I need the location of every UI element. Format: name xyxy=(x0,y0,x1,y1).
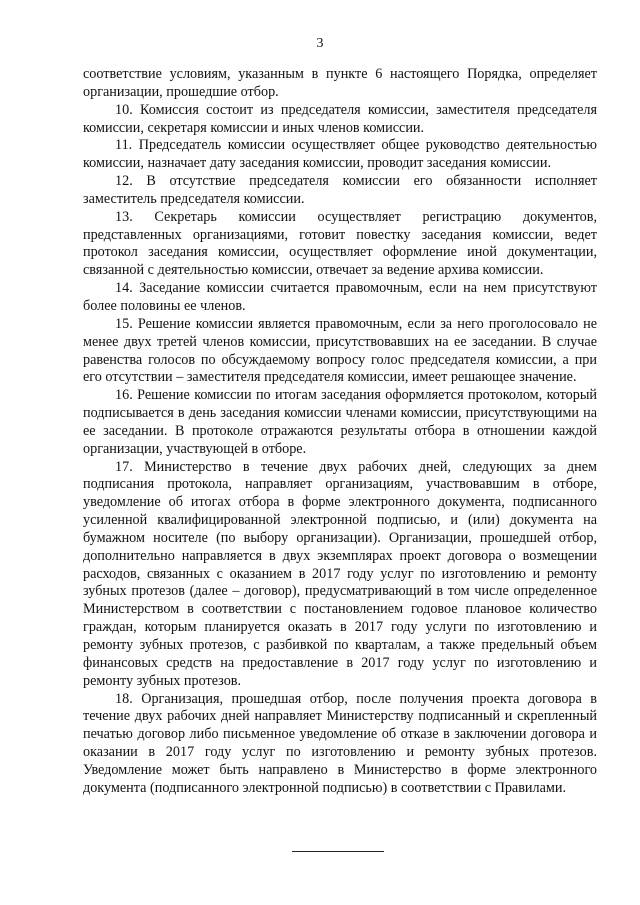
paragraph-14: 14. Заседание комиссии считается правомочным, если на нем присутствуют более половины ее членов. xyxy=(83,280,597,314)
paragraph-10: 10. Комиссия состоит из председателя комиссии, заместителя председателя комиссии, секретаря комиссии и иных членов комиссии. xyxy=(83,101,597,136)
paragraph-13: 13. Секретарь комиссии осуществляет регистрацию документов, представленных организациями, готовит повестку заседания комиссии, ведет протокол заседания комиссии, осуществляет оформление иной документации, связанной с деятельностью комиссии, отвечает за ведение архива комиссии. xyxy=(83,208,597,279)
paragraph-17: 17. Министерство в течение двух рабочих дней, следующих за днем подписания протокола, направляет организациям, участвовавшим в отборе, уведомление об итогах отбора в форме электронного документа, подписанного усиленной квалифицированной электронной подписью, и (или) документа на бумажном носителе (по выбору организации). Организации, прошедшей отбор, дополнительно направляется в двух экземплярах проект договора о возмещении расходов, связанных с оказанием в 2017 году услуг по изготовлению и ремонту зубных протезов (далее – договор), предусматривающий в том числе определенное Министерством в соответствии с постановлением годовое плановое количество граждан, которым планируется оказать в 2017 году услуги по изготовлению и ремонту зубных протезов, с разбивкой по кварталам, а также предельный объем финансовых средств на предоставление в 2017 году услуг по изготовлению и ремонту зубных протезов. xyxy=(83,458,597,689)
document-body xyxy=(83,66,597,798)
paragraph-16: 16. Решение комиссии по итогам заседания оформляется протоколом, который подписывается в день заседания комиссии членами комиссии, присутствующими на ее заседании. В протоколе отражаются результаты отбора в отношении каждой организации, участвующей в отборе. xyxy=(83,387,597,457)
paragraph-18: 18. Организация, прошедшая отбор, после получения проекта договора в течение двух рабочих дней направляет Министерству подписанный и скрепленный печатью договор либо письменное уведомление об отказе в заключении договора и оказании в 2017 году услуг по изготовлению и ремонту зубных протезов. Уведомление может быть направлено в Министерство в форме электронного документа (подписанного электронной подписью) в соответствии с Правилами. xyxy=(83,690,597,796)
end-separator-line xyxy=(292,851,384,852)
paragraph-continuation: соответствие условиям, указанным в пункте 6 настоящего Порядка, определяет организации, прошедшие отбор. xyxy=(83,66,597,100)
paragraph-12: 12. В отсутствие председателя комиссии его обязанности исполняет заместитель председателя комиссии. xyxy=(83,173,597,207)
paragraph-11: 11. Председатель комиссии осуществляет общее руководство деятельностью комиссии, назначает дату заседания комиссии, проводит заседания комиссии. xyxy=(83,137,597,172)
page-number: 3 xyxy=(316,36,324,51)
paragraph-15: 15. Решение комиссии является правомочным, если за него проголосовало не менее двух третей членов комиссии, присутствовавших на ее заседании. В случае равенства голосов по обсуждаемому вопросу голос председателя комиссии, а при его отсутствии – заместителя председателя комиссии, имеет решающее значение. xyxy=(83,315,597,386)
